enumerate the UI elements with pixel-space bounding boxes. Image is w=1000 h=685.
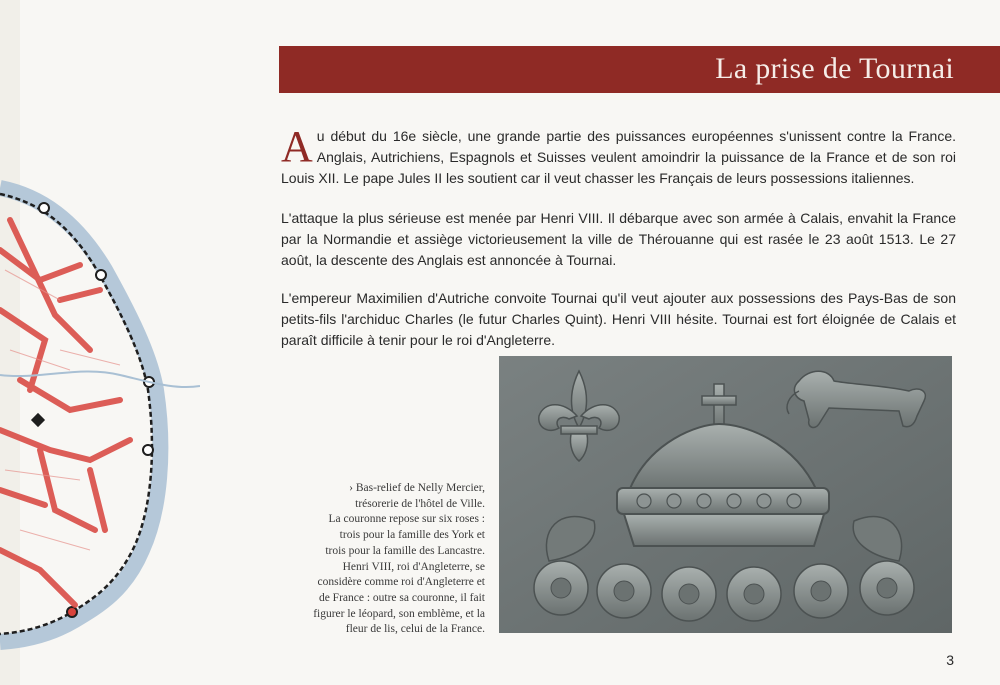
bastion-marker <box>96 270 106 280</box>
caption-line: Henri VIII, roi d'Angleterre, se <box>342 560 485 573</box>
caption-line: considère comme roi d'Angleterre et <box>317 576 485 589</box>
photo-caption <box>290 481 485 638</box>
paragraph-1 <box>281 122 956 189</box>
city-plan-svg <box>0 150 200 670</box>
caption-line: fleur de lis, celui de la France. <box>345 623 485 636</box>
page-number: 3 <box>946 652 954 668</box>
title-banner <box>279 46 1000 93</box>
bastion-marker <box>39 203 49 213</box>
caption-line: de France : outre sa couronne, il fait <box>318 591 485 604</box>
landmark-marker <box>31 413 45 427</box>
caption-line: trois pour la famille des Lancastre. <box>325 544 485 557</box>
bas-relief-photo <box>499 356 952 633</box>
bastion-marker <box>67 607 77 617</box>
city-plan-illustration <box>0 150 200 670</box>
paragraph-3: L'empereur Maximilien d'Autriche convoite Tournai qu'il veut ajouter aux possessions des Pays-Bas de son petits-fils l'archiduc Charles (le futur Charles Quint). Henri VIII hésite. Tournai est fort éloignée de Calais et paraît difficile à tenir pour le roi d'Angleterre. <box>281 290 956 348</box>
paragraph-1-text: u début du 16e siècle, une grande partie des puissances européennes s'unissent contre la France. Anglais, Autrichiens, Espagnols et Suisses veulent amoindrir la puissance de la France et de son roi Louis XII. Le pape Jules II les soutient car il veut chasser les Français de leurs possessions italiennes. <box>281 128 956 186</box>
caption-line: trois pour la famille des York et <box>339 529 485 542</box>
caption-line: La couronne repose sur six roses : <box>328 513 485 526</box>
paragraph-2: L'attaque la plus sérieuse est menée par Henri VIII. Il débarque avec son armée à Calais, envahit la France par la Normandie et assiège victorieusement la ville de Thérouanne qui est rasée le 23 août 1513. Le 27 août, la descente des Anglais est annoncée à Tournai. <box>281 210 956 268</box>
drop-cap: A <box>281 122 313 171</box>
page-title: La prise de Tournai <box>715 52 954 85</box>
bas-relief-svg <box>499 356 952 633</box>
caption-line: trésorerie de l'hôtel de Ville. <box>355 497 485 510</box>
caption-line: › Bas-relief de Nelly Mercier, <box>349 482 485 494</box>
caption-line: figurer le léopard, son emblème, et la <box>313 607 485 620</box>
bastion-marker <box>143 445 153 455</box>
street-hatching <box>5 270 120 550</box>
